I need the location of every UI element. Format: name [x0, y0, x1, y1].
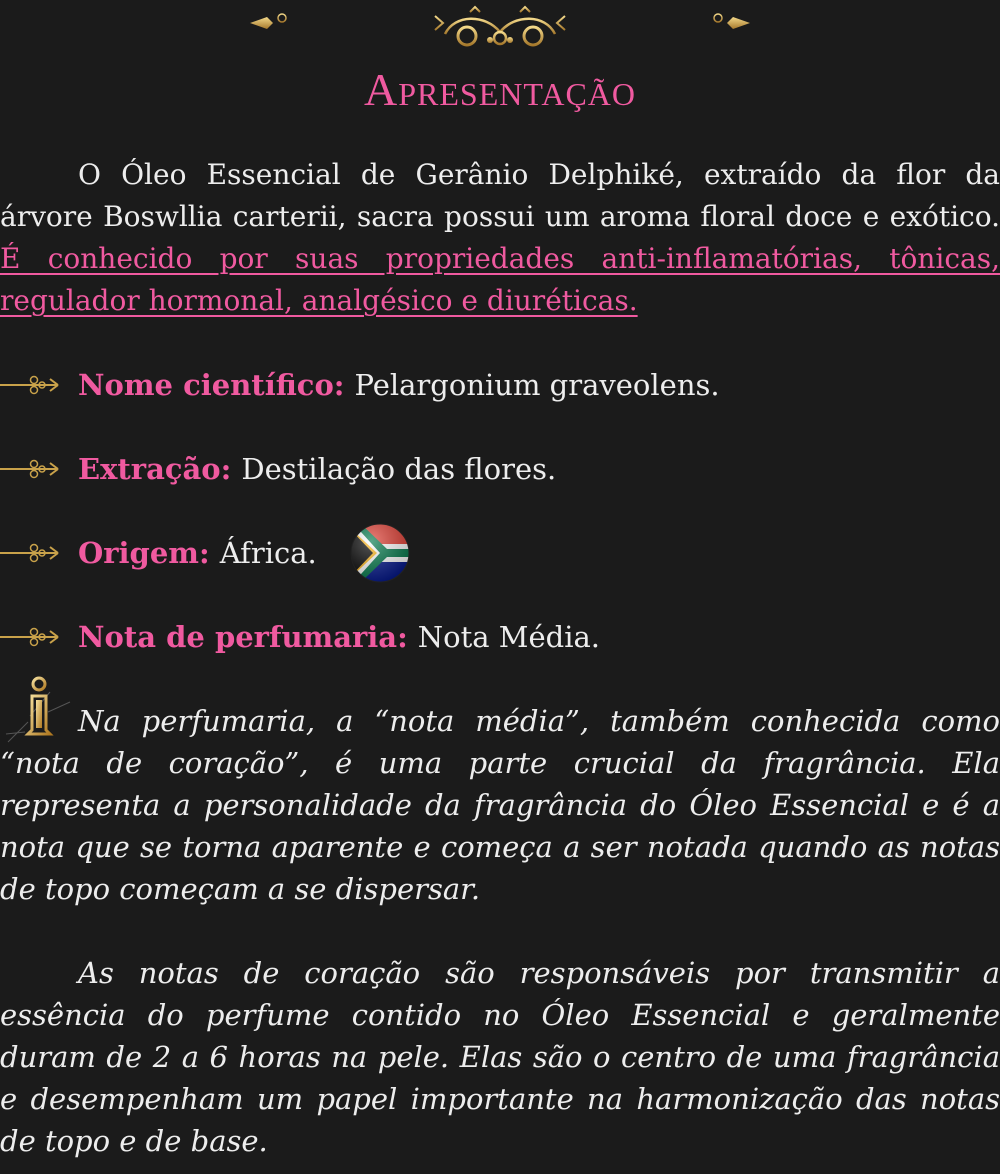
- detail-label: Nota de perfumaria:: [78, 620, 408, 654]
- note-paragraph-1: Na perfumaria, a “nota média”, também conhecida como “nota de coração”, é uma parte crucial da fragrância. Ela representa a personalidade da fragrância do Óleo Essencial e é a nota que se torna aparente e começa a ser notada quando as notas de topo começam a se dispersar.: [0, 704, 1000, 906]
- detail-value: Nota Média.: [417, 620, 600, 654]
- intro-highlight-link[interactable]: É conhecido por suas propriedades anti-inflamatórias, tônicas, regulador hormonal, analgésico e diuréticas.: [0, 242, 1000, 317]
- arrow-bullet-icon: [0, 373, 66, 397]
- detail-label: Nome científico:: [78, 368, 345, 402]
- detail-label: Origem:: [78, 536, 210, 570]
- page-title: Apresentação: [363, 64, 637, 115]
- detail-row-perfume-note: [0, 616, 600, 658]
- arrow-bullet-icon: [0, 625, 66, 649]
- note-paragraph-2: As notas de coração são responsáveis por transmitir a essência do perfume contido no Óleo Essencial e geralmente duram de 2 a 6 horas na pele. Elas são o centro de uma fragrância e desempenham um papel importante na harmonização das notas de topo e de base.: [0, 956, 1000, 1158]
- detail-value: Destilação das flores.: [241, 452, 557, 486]
- detail-value: África.: [219, 536, 317, 570]
- detail-row-scientific-name: [0, 364, 720, 406]
- arrow-bullet-icon: [0, 457, 66, 481]
- detail-row-origin: [0, 532, 411, 574]
- arrow-bullet-icon: [0, 541, 66, 565]
- intro-paragraph: [0, 154, 1000, 322]
- intro-text: O Óleo Essencial de Gerânio Delphiké, extraído da flor da árvore Boswllia carterii, sacra possui um aroma floral doce e exótico.: [0, 158, 1000, 233]
- detail-value: Pelargonium graveolens.: [354, 368, 720, 402]
- detail-label: Extração:: [78, 452, 232, 486]
- south-africa-flag: [349, 522, 411, 584]
- detail-row-extraction: [0, 448, 556, 490]
- ornament-divider-icon: [245, 4, 755, 54]
